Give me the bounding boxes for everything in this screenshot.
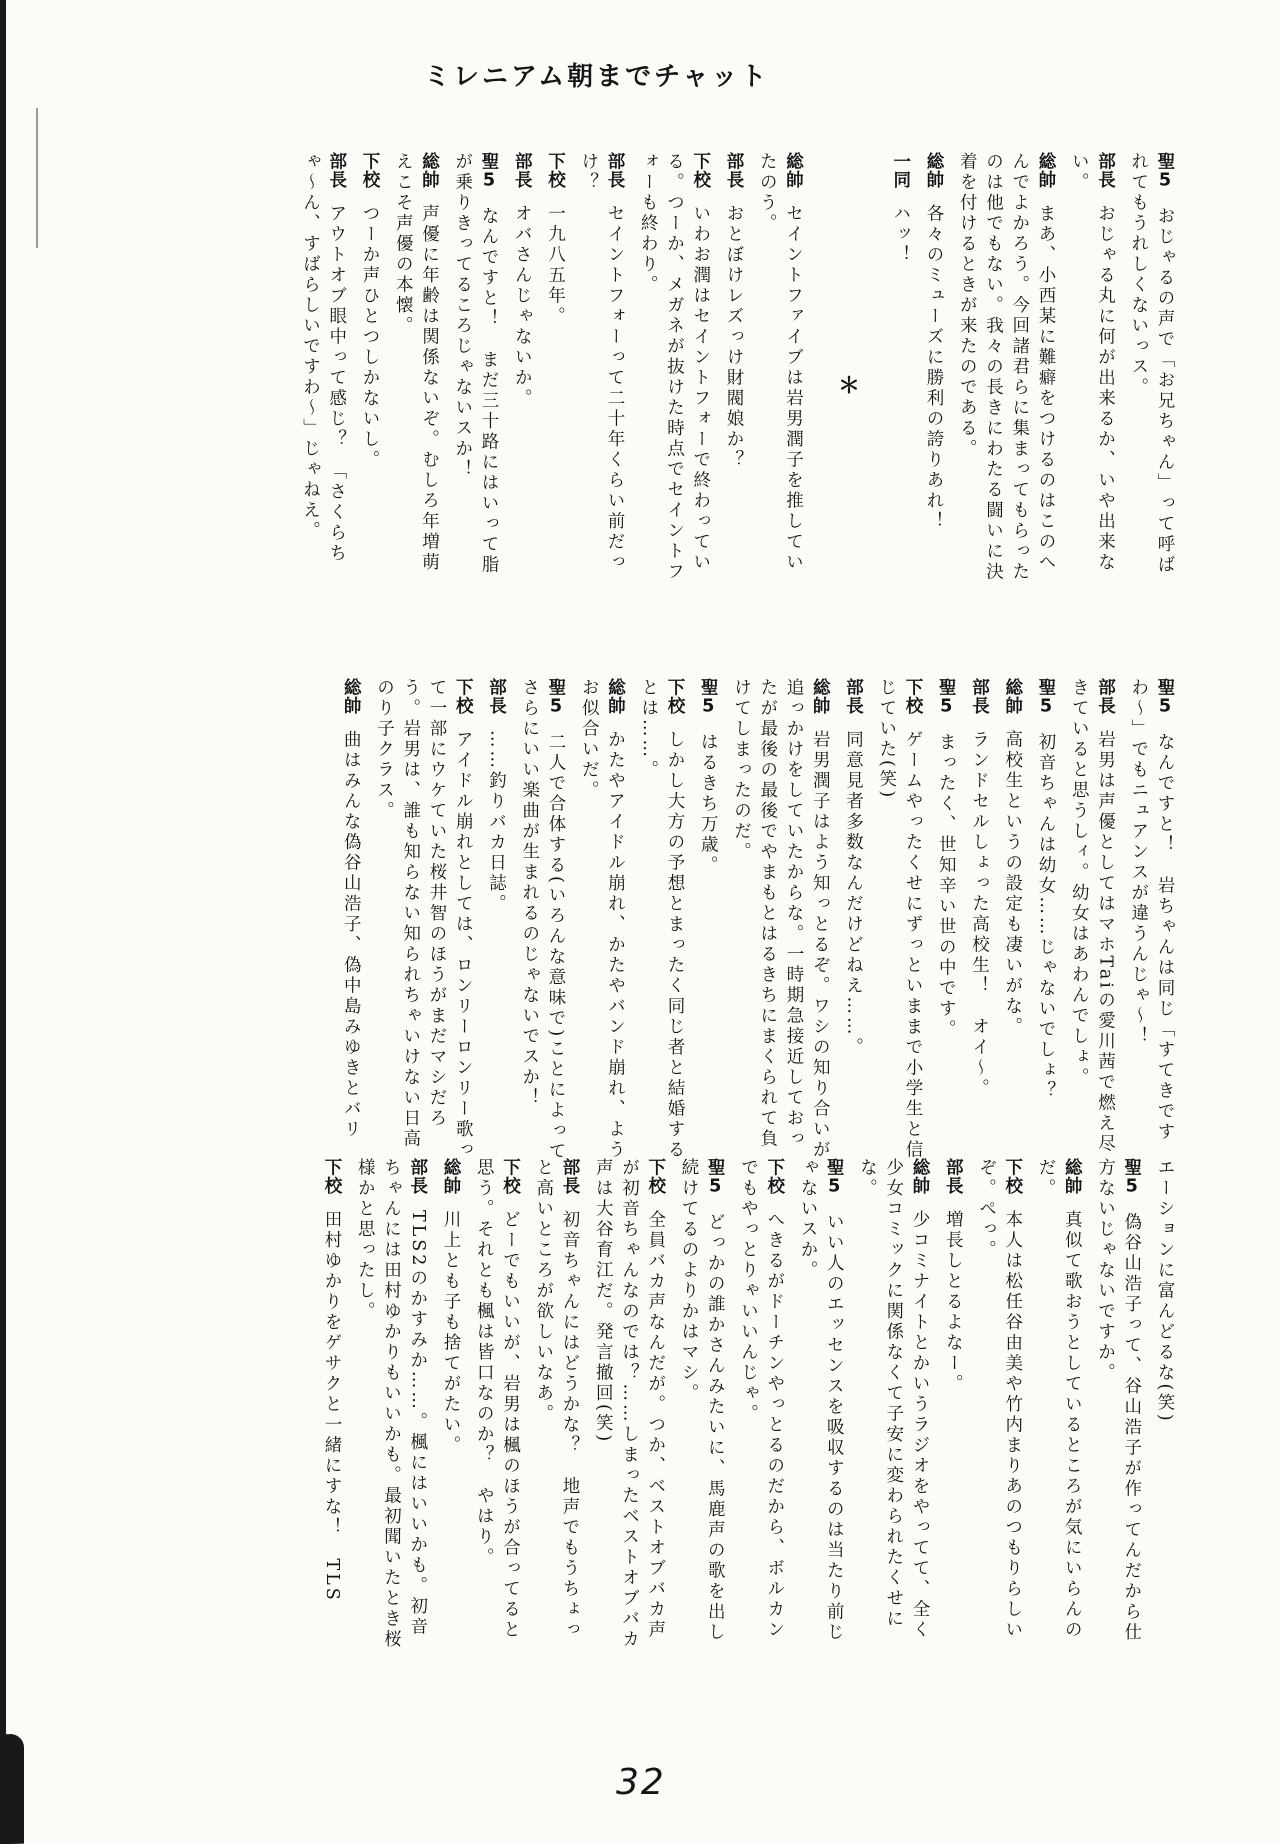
utterance-text: はるきち万歳。: [698, 732, 719, 876]
transcript-band-top: [93, 152, 1185, 584]
dialogue-entry: [319, 1158, 345, 1650]
speaker-label: 部長: [560, 1158, 580, 1195]
utterance-text: おじゃるの声で「お兄ちゃん」って呼ばれてもうれしくないっス。: [1128, 152, 1175, 576]
transcript-band-bottom: [93, 1158, 1185, 1650]
utterance-text: 田村ゆかりをゲサクと一緒にすな！ TLS: [322, 1210, 342, 1603]
utterance-text: なんですと！ 岩ちゃんは同じ「すてきですわ〜」でもニュアンスが違うんじゃ〜！: [1128, 678, 1175, 1143]
utterance-text: セイントファイブは岩男潤子を推していたのう。: [757, 152, 804, 573]
speaker-label: 部長: [326, 152, 347, 189]
dialogue-entry: [854, 1158, 933, 1650]
speaker-label: 部長: [512, 152, 533, 189]
dialogue-entry: [1126, 678, 1179, 1166]
speaker-label: 部長: [1095, 678, 1116, 715]
utterance-text: へきるがドーチンやっとるのだから、ボルカンでもやっとりゃいいんじゃ。: [738, 1158, 785, 1641]
utterance-text: いい人のエッセンスを吸収するのは当たり前じゃないスか。: [798, 1158, 845, 1643]
dialogue-entry: [954, 152, 1059, 584]
speaker-label: 聖5: [698, 678, 719, 718]
speaker-label: 下校: [500, 1158, 521, 1195]
speaker-label: 聖5: [479, 152, 499, 192]
utterance-text: どーでもいいが、岩男は楓のほうが合ってると思う。それとも楓は皆口なのか？ やはり。: [474, 1158, 521, 1641]
dialogue-entry: [471, 1158, 524, 1650]
speaker-label: 下校: [665, 678, 685, 715]
speaker-label: 一同: [890, 152, 911, 189]
utterance-text: 川上とも子も捨てがたい。: [441, 1210, 461, 1456]
dialogue-entry: [1066, 678, 1119, 1166]
dialogue-entry: [297, 152, 350, 584]
utterance-text: なんですと！ まだ三十路にはいって脂が乗りきってるころじゃないスか！: [452, 152, 499, 576]
utterance-text: 初音ちゃんにはどうかな？ 地声でもうちょっと高いところが欲しいなあ。: [533, 1158, 580, 1641]
dialogue-entry: [352, 1158, 431, 1650]
speaker-label: 部長: [724, 152, 744, 189]
speaker-label: 聖5: [936, 678, 957, 718]
utterance-text: 二人で合体する(いろんな意味で)ことによってさらにいい楽曲が生まれるのじゃないでスか！: [519, 678, 566, 1163]
speaker-label: 部長: [969, 678, 990, 715]
dialogue-entry: [338, 678, 364, 1166]
dialogue-entry: [531, 1158, 584, 1650]
dialogue-entry: [1033, 678, 1059, 1166]
utterance-text: 全員バカ声なんだが。つか、ベストオブバカ声が初音ちゃんなのでは？……しまったベストオブバカ声は大谷育江だ。発言撤回(笑): [593, 1158, 666, 1650]
utterance-text: まったく、世知辛い世の中です。: [936, 732, 957, 1040]
speaker-label: 総帥: [1002, 678, 1023, 715]
speaker-label: 部長: [843, 678, 864, 715]
dialogue-entry: [576, 152, 629, 584]
speaker-label: 聖5: [705, 1158, 726, 1198]
dialogue-entry: [517, 678, 570, 1166]
utterance-text: つーか声ひとつしかないし。: [360, 204, 380, 471]
dialogue-entry: [357, 152, 383, 584]
utterance-text: おじゃる丸に何が出来るか、いや出来ない。: [1069, 152, 1116, 573]
dialogue-entry: [450, 152, 503, 584]
speaker-label: 総帥: [441, 1158, 461, 1195]
page-number: 32: [616, 1762, 666, 1803]
dialogue-entry: [921, 152, 947, 584]
dialogue-entry: [933, 678, 959, 1166]
utterance-text: ……釣りバカ日誌。: [486, 730, 507, 915]
utterance-text: 同意見者多数なんだけどねえ……。: [843, 730, 864, 1058]
dialogue-entry: [1092, 1158, 1145, 1650]
asterisk-separator: ＊: [834, 374, 861, 399]
scan-scratch-artifact: [36, 108, 38, 248]
page-title: ミレニアム朝までチャット: [424, 62, 770, 92]
utterance-text: ランドセルしょった高校生！ オイ〜。: [969, 730, 990, 1099]
speaker-label: 総帥: [810, 678, 831, 715]
dialogue-entry: [888, 152, 914, 584]
dialogue-entry: [636, 678, 689, 1166]
speaker-label: 部長: [407, 1158, 428, 1195]
speaker-label: 聖5: [546, 678, 566, 718]
dialogue-entry: [371, 678, 476, 1166]
utterance-text: 偽谷山浩子って、谷山浩子が作ってんだから仕方ないじゃないですか。: [1095, 1158, 1142, 1643]
utterance-text: 初音ちゃんは幼女……じゃないでしょ？: [1036, 732, 1056, 1102]
utterance-text: TLS2のかすみか……。楓にはいいかも。初音ちゃんには田村ゆかりもいいかも。最初聞いたとき桜様かと思ったし。: [355, 1158, 428, 1650]
speaker-label: 部長: [486, 678, 507, 715]
speaker-label: 聖5: [1155, 678, 1175, 718]
utterance-text: どっかの誰かさんみたいに、馬鹿声の歌を出し続けてるのよりかはマシ。: [679, 1158, 726, 1643]
section-separator: [831, 152, 864, 584]
speaker-label: 下校: [545, 152, 566, 189]
dialogue-entry: [635, 152, 714, 584]
speaker-label: 部長: [943, 1158, 964, 1195]
speaker-label: 聖5: [824, 1158, 845, 1198]
utterance-text: 各々のミューズに勝利の誇りあれ！: [924, 204, 944, 532]
utterance-text: 少コミナイトとかいうラジオをやってて、全く少女コミックに関係なくて子安に変わられたくせにな。: [857, 1158, 930, 1641]
utterance-text: 一九八五年。: [545, 204, 566, 327]
dialogue-entry: [483, 678, 509, 1166]
dialogue-entry: [795, 1158, 848, 1650]
dialogue-entry: [390, 152, 443, 584]
dialogue-entry: [940, 1158, 966, 1650]
dialogue-entry: [590, 1158, 669, 1650]
speaker-label: 総帥: [783, 152, 804, 189]
utterance-text: ハッ！: [890, 204, 911, 266]
speaker-label: 下校: [645, 1158, 666, 1195]
dialogue-entry: [676, 1158, 729, 1650]
dialogue-entry: [1126, 152, 1179, 584]
speaker-label: 聖5: [1036, 678, 1056, 718]
utterance-text: アイドル崩れとしては、ロンリーロンリー歌って一部にウケていた桜井智のほうがまだマシだろう。岩男は、誰も知らない知られちゃいけない日高のり子クラス。: [374, 678, 474, 1161]
utterance-text: かたやアイドル崩れ、かたやバンド崩れ、ようお似合いだ。: [579, 678, 626, 1161]
speaker-label: 下校: [453, 678, 474, 715]
speaker-label: 総帥: [910, 1158, 930, 1195]
speaker-label: 下校: [322, 1158, 342, 1195]
transcript-band-middle: [93, 678, 1185, 1166]
utterance-text: 声優に年齢は関係ないぞ。むしろ年増萌えこそ声優の本懐。: [393, 152, 440, 573]
dialogue-entry: [728, 678, 833, 1166]
utterance-text: まあ、小西某に難癖をつけるのはこのへんでよかろう。今回諸君らに集まってもらったのは他でもない。我々の長きにわたる闘いに決着を付けるときが来たのである。: [957, 152, 1056, 583]
dialogue-entry: [735, 1158, 788, 1650]
dialogue-entry: [874, 678, 927, 1166]
dialogue-entry: [754, 152, 807, 584]
dialogue-entry: [840, 678, 866, 1166]
speaker-label: 下校: [1002, 1158, 1023, 1195]
speaker-label: 聖5: [1121, 1158, 1142, 1198]
utterance-text: いわお潤はセイントフォーで終わっている。つーか、メガネが抜けた時点でセイントフォーも終わり。: [638, 152, 711, 583]
utterance-text: 本人は松任谷由美や竹内まりあのつもりらしいぞ。ぺっ。: [976, 1158, 1023, 1641]
utterance-text: 岩男は声優としてはマホTaiの愛川茜で燃え尽きていると思うしィ。幼女はあわんでしょ。: [1069, 678, 1116, 1155]
dialogue-entry: [1066, 152, 1119, 584]
utterance-text: おとぼけレズっけ財閥娘か？: [724, 204, 744, 471]
dialogue-entry: [1152, 1158, 1178, 1650]
speaker-label: 部長: [605, 152, 625, 189]
speaker-label: 総帥: [341, 678, 362, 715]
utterance-text: 岩男潤子はよう知っとるぞ。ワシの知り合いが追っかけをしていたからな。一時期急接近しておったが最後の最後でやまもとはるきちにまくられて負けてしまったのだ。: [731, 678, 831, 1161]
speaker-label: 総帥: [419, 152, 440, 189]
utterance-text: アウトオブ眼中って感じ？ 「さくらちゃ〜ん、すばらしいですわ〜」じゃねえ。: [300, 152, 347, 565]
utterance-text: エーションに富んどるな(笑): [1155, 1158, 1175, 1424]
dialogue-entry: [576, 678, 629, 1166]
speaker-label: 下校: [764, 1158, 785, 1195]
utterance-text: オバさんじゃないか。: [512, 204, 533, 409]
utterance-text: セイントフォーって二十年くらい前だっけ？: [578, 152, 625, 573]
speaker-label: 総帥: [924, 152, 944, 189]
dialogue-entry: [438, 1158, 464, 1650]
dialogue-entry: [1033, 1158, 1086, 1650]
dialogue-entry: [509, 152, 535, 584]
scan-corner-artifact: [0, 1734, 24, 1844]
utterance-text: 曲はみんな偽谷山浩子、偽中島みゆきとバリ: [341, 730, 362, 1140]
speaker-label: 総帥: [605, 678, 626, 715]
speaker-label: 部長: [1095, 152, 1116, 189]
dialogue-entry: [721, 152, 747, 584]
utterance-text: 真似て歌おうとしているところが気にいらんのだ。: [1036, 1158, 1083, 1641]
utterance-text: しかし大方の予想とまったく同じ者と結婚するとは……。: [638, 678, 685, 1161]
speaker-label: 下校: [690, 152, 711, 189]
speaker-label: 下校: [360, 152, 380, 189]
speaker-label: 聖5: [1155, 152, 1175, 192]
dialogue-entry: [966, 678, 992, 1166]
scan-edge-artifact: [0, 0, 6, 1844]
dialogue-entry: [542, 152, 568, 584]
speaker-label: 総帥: [1062, 1158, 1083, 1195]
speaker-label: 総帥: [1036, 152, 1056, 189]
utterance-text: 高校生というの設定も凄いがな。: [1002, 730, 1023, 1038]
dialogue-entry: [973, 1158, 1026, 1650]
dialogue-entry: [1000, 678, 1026, 1166]
speaker-label: 下校: [903, 678, 923, 715]
dialogue-entry: [695, 678, 721, 1166]
utterance-text: 増長しとるよなー。: [943, 1210, 964, 1395]
utterance-text: ゲームやったくせにずっといままで小学生と信じていた(笑): [876, 678, 923, 1161]
